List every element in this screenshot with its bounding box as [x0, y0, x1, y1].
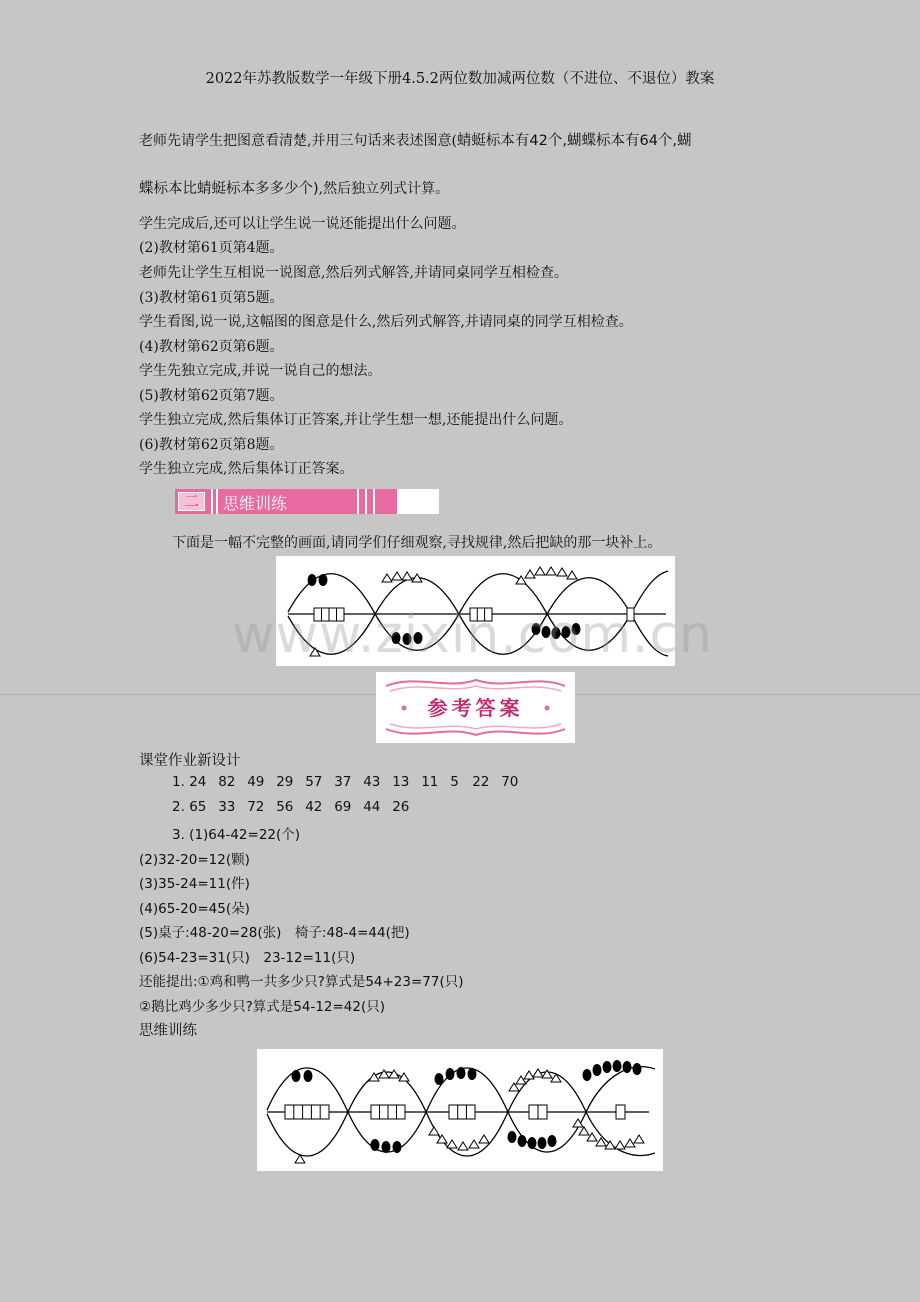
answer-value: 65 [189, 799, 207, 815]
answer-value: 82 [218, 774, 236, 790]
answer-q2-label: 2. [172, 799, 185, 815]
answer-line: (6)54-23=31(只) 23-12=11(只) [139, 950, 356, 966]
banner-label: 思维训练 [223, 494, 288, 513]
intro-line-2-bold: 蝶标本比蜻蜓标本多多少个) [139, 181, 319, 197]
answer-line: (3)35-24=11(件) [139, 876, 250, 892]
paragraph: (2)教材第61页第4题。 [139, 240, 284, 256]
thinking-heading: 思维训练 [139, 1023, 197, 1039]
paragraph: (6)教材第62页第8题。 [139, 437, 284, 453]
intro-line-1-plain: 老师先请学生把图意看清楚,并用三句话来表述图意( [139, 133, 457, 149]
page-title: 2022年苏教版数学一年级下册4.5.2两位数加减两位数（不进位、不退位）教案 [205, 71, 715, 87]
answer-value: 22 [472, 774, 490, 790]
intro-line-1 [139, 129, 692, 150]
section-banner [175, 489, 439, 514]
paragraph: 老师先让学生互相说一说图意,然后列式解答,并请同桌同学互相检查。 [139, 265, 568, 281]
banner-stripe [373, 489, 375, 514]
answer-q2 [172, 799, 421, 815]
task-text: 下面是一幅不完整的画面,请同学们仔细观察,寻找规律,然后把缺的那一块补上。 [172, 535, 662, 551]
answer-value: 11 [421, 774, 439, 790]
answer-value: 44 [363, 799, 381, 815]
pattern-answer-image [257, 1049, 663, 1171]
answer-badge [376, 672, 575, 743]
answer-value: 49 [247, 774, 265, 790]
intro-line-1-bold: 蜻蜓标本有42个,蝴蝶标本有64个,蝴 [456, 133, 692, 149]
intro-line-2 [139, 177, 449, 198]
intro-line-2-plain: ,然后独立列式计算。 [318, 181, 450, 197]
paragraph: (4)教材第62页第6题。 [139, 339, 284, 355]
answer-value: 29 [276, 774, 294, 790]
answer-badge-text: 参考答案 [427, 696, 524, 720]
answer-value: 37 [334, 774, 352, 790]
answer-value: 5 [450, 774, 459, 790]
answer-q1-label: 1. [172, 774, 185, 790]
answer-value: 42 [305, 799, 323, 815]
paragraph: 学生完成后,还可以让学生说一说还能提出什么问题。 [139, 216, 466, 232]
paragraph: 学生独立完成,然后集体订正答案。 [139, 461, 354, 477]
banner-stripe [357, 489, 359, 514]
banner-stripe [216, 489, 218, 514]
banner-stripe [365, 489, 367, 514]
answer-q1 [172, 774, 530, 790]
paragraph: 学生看图,说一说,这幅图的图意是什么,然后列式解答,并请同桌的同学互相检查。 [139, 314, 633, 330]
paragraph: 学生先独立完成,并说一说自己的想法。 [139, 363, 382, 379]
answer-line: 还能提出:①鸡和鸭一共多少只?算式是54+23=77(只) [139, 974, 464, 990]
answer-q3: 3. (1)64-42=22(个) [172, 827, 301, 843]
answer-value: 70 [501, 774, 519, 790]
answer-value: 57 [305, 774, 323, 790]
answer-value: 24 [189, 774, 207, 790]
answer-value: 69 [334, 799, 352, 815]
answer-value: 33 [218, 799, 236, 815]
answer-line: (4)65-20=45(朵) [139, 901, 250, 917]
answer-value: 72 [247, 799, 265, 815]
paragraph: (5)教材第62页第7题。 [139, 388, 284, 404]
answers-heading: 课堂作业新设计 [139, 753, 241, 769]
answer-value: 56 [276, 799, 294, 815]
answer-value: 43 [363, 774, 381, 790]
answer-value: 13 [392, 774, 410, 790]
banner-number: 二 [178, 492, 205, 511]
paragraph: 学生独立完成,然后集体订正答案,并让学生想一想,还能提出什么问题。 [139, 412, 573, 428]
answer-line: ②鹅比鸡少多少只?算式是54-12=42(只) [139, 999, 386, 1015]
paragraph: (3)教材第61页第5题。 [139, 290, 284, 306]
answer-line: (2)32-20=12(颗) [139, 852, 250, 868]
answer-line: (5)桌子:48-20=28(张) 椅子:48-4=44(把) [139, 925, 410, 941]
answer-value: 26 [392, 799, 410, 815]
watermark: www.zixin.com.cn [232, 605, 713, 665]
banner-stripe [211, 489, 213, 514]
